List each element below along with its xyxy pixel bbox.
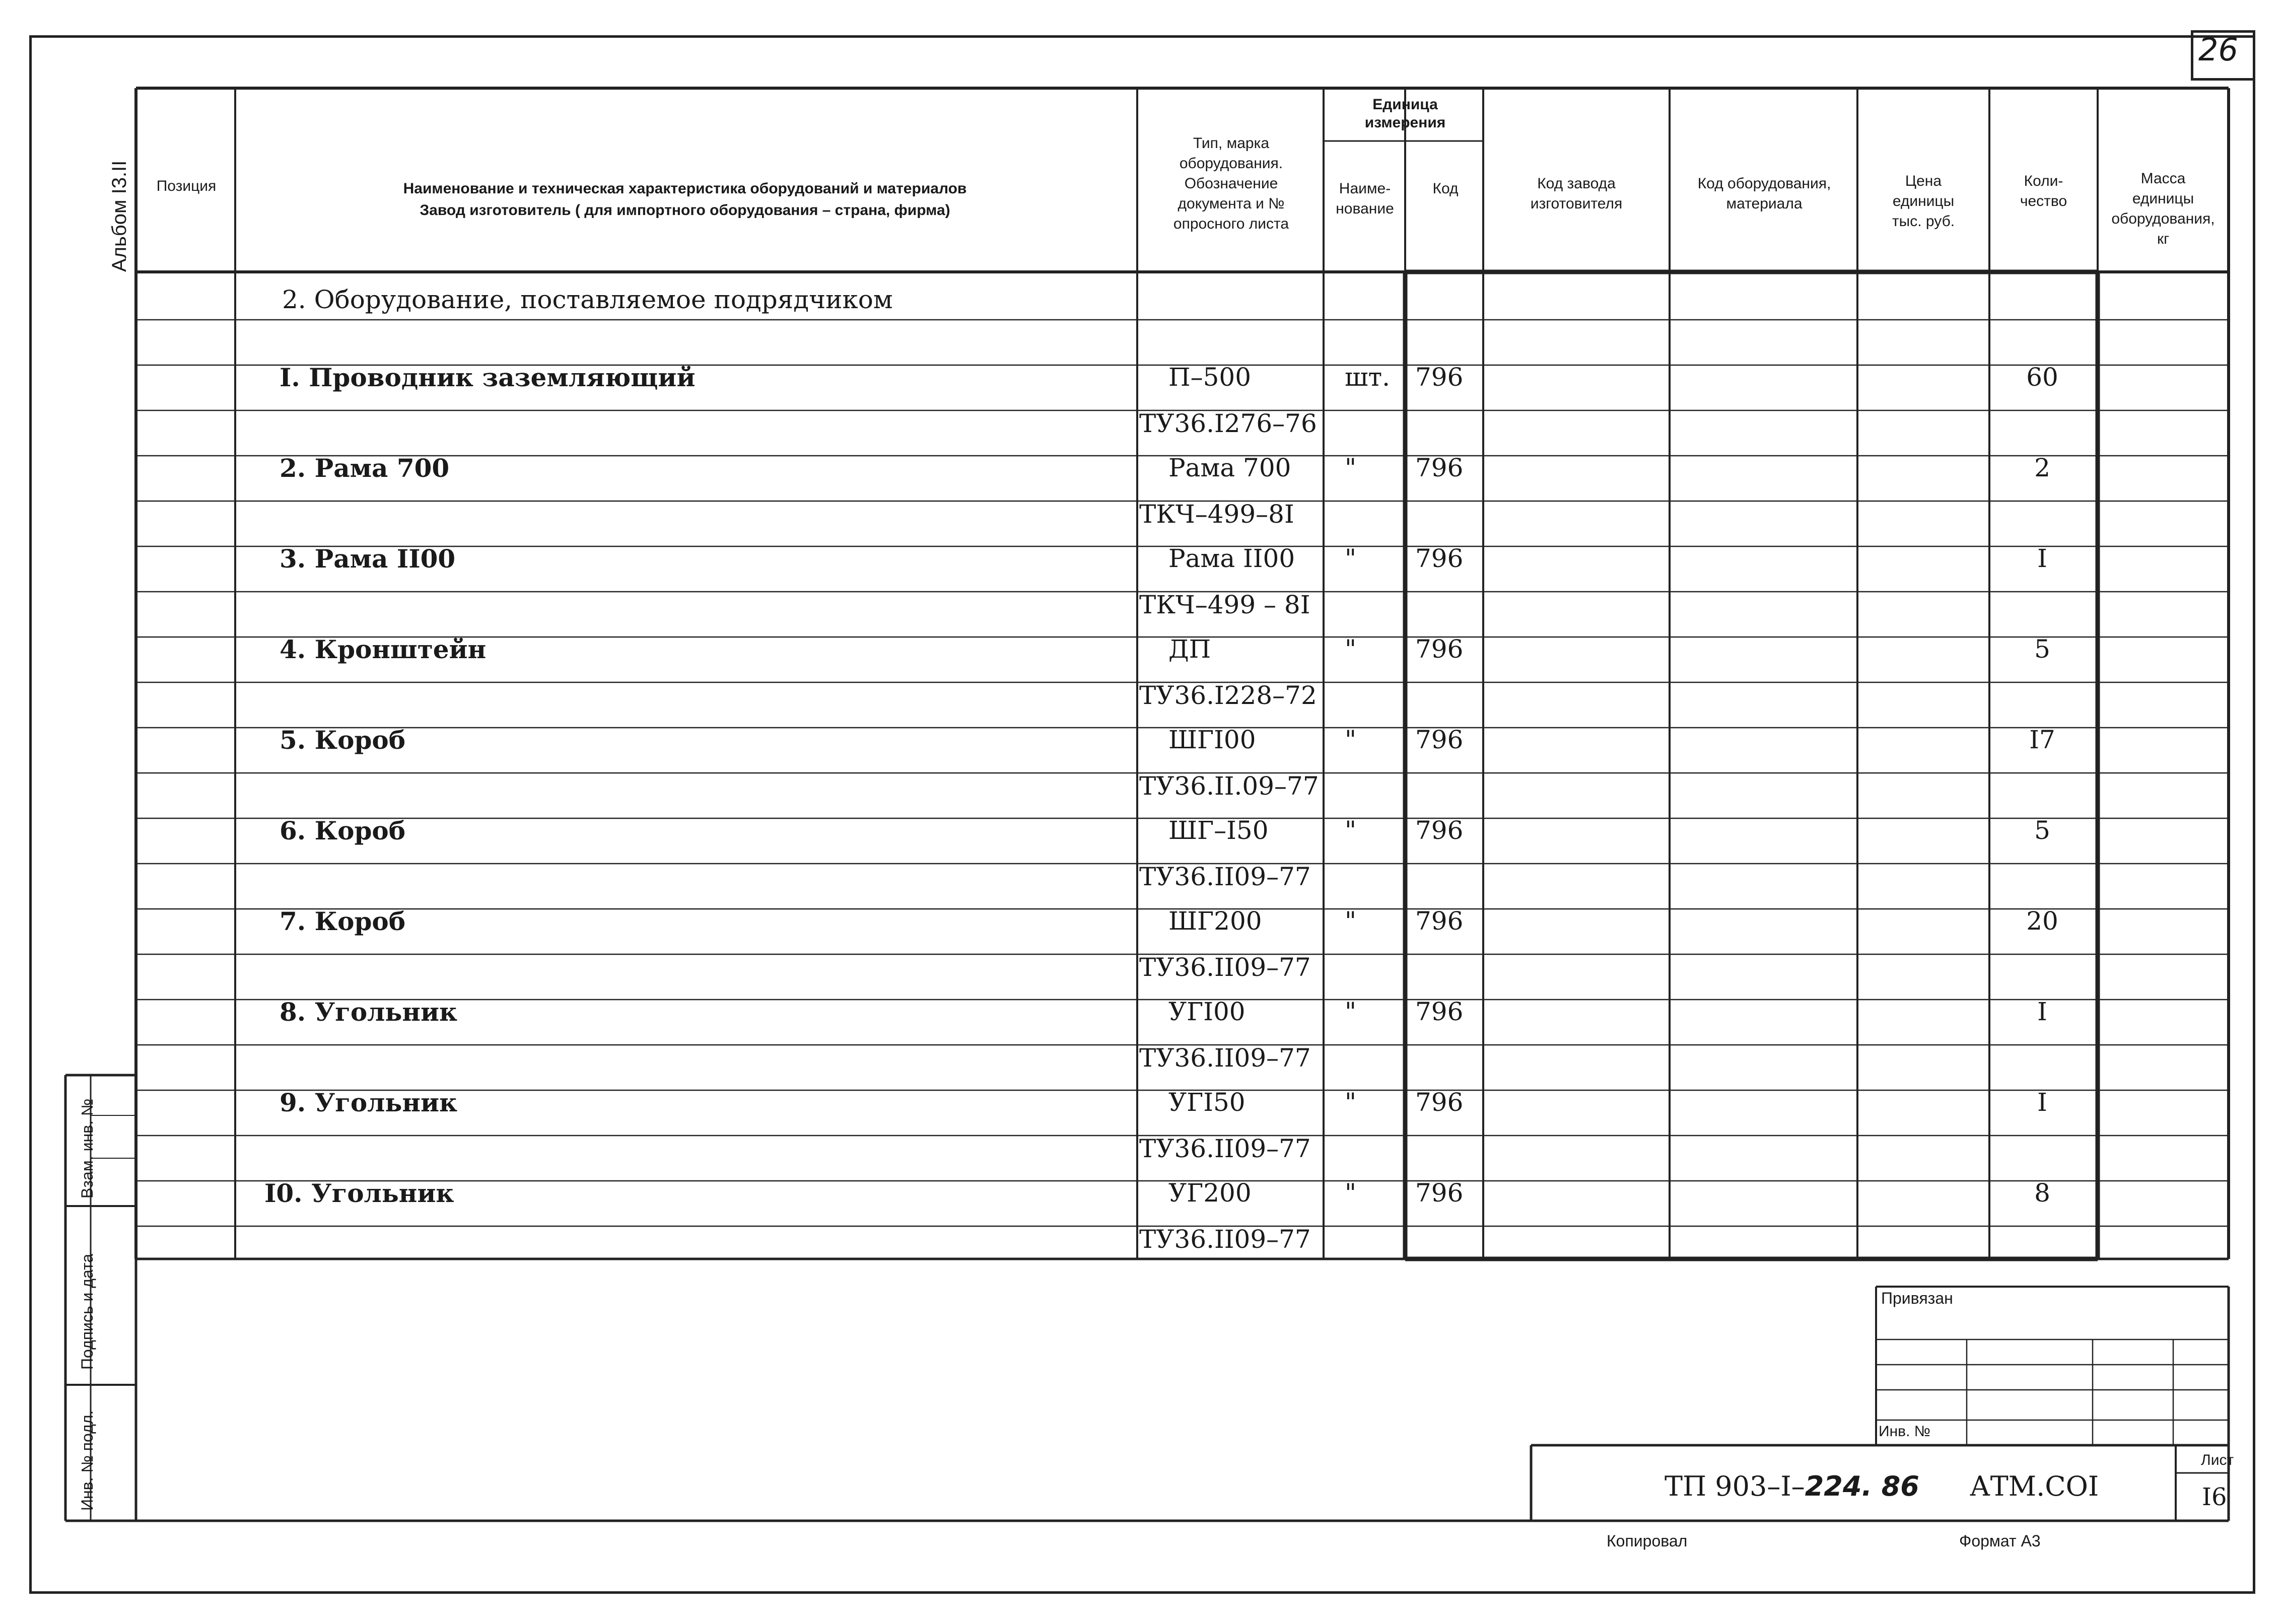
album-label: Альбом I3.II bbox=[108, 160, 130, 272]
row-unit: " bbox=[1345, 906, 1356, 936]
row-name: 5. Короб bbox=[280, 725, 406, 755]
row-qty: 8 bbox=[2034, 1178, 2050, 1208]
header-unit-group: Единица измерения bbox=[1364, 96, 1446, 131]
header-type: Тип, марка оборудования. Обозначение документа и № опросного листа bbox=[1173, 135, 1289, 232]
row-code: 796 bbox=[1415, 1088, 1464, 1117]
row-type: ШГ200 bbox=[1168, 906, 1262, 936]
row-unit: шт. bbox=[1345, 363, 1391, 392]
header-unit-name: Наиме- нование bbox=[1336, 180, 1394, 217]
doc-code-suffix: АТМ.СОI bbox=[1969, 1470, 2099, 1502]
row-name: 4. Кронштейн bbox=[280, 634, 487, 664]
side-stamp-vzam: Взам. инв. № bbox=[78, 1098, 96, 1198]
header-mass: Масса единицы оборудования, кг bbox=[2111, 170, 2215, 247]
stamp-list-label: Лист bbox=[2201, 1452, 2234, 1468]
row-type-doc: ТУ36.II09–77 bbox=[1139, 1134, 1311, 1163]
row-code: 796 bbox=[1415, 453, 1464, 482]
header-name-line2: Завод изготовитель ( для импортного оборудования – страна, фирма) bbox=[420, 202, 950, 219]
row-type-doc: ТУ36.II09–77 bbox=[1139, 953, 1311, 982]
row-code: 796 bbox=[1415, 725, 1464, 754]
row-code: 796 bbox=[1415, 634, 1464, 664]
row-qty: 60 bbox=[2026, 363, 2058, 392]
row-type-doc: ТУ36.II.09–77 bbox=[1139, 771, 1319, 801]
stamp-inv-no: Инв. № bbox=[1879, 1423, 1930, 1440]
row-type: УГI50 bbox=[1168, 1088, 1245, 1117]
row-type: П–500 bbox=[1168, 363, 1252, 392]
row-name: 7. Короб bbox=[280, 906, 406, 936]
row-qty: 20 bbox=[2026, 906, 2058, 936]
side-stamp-inv: Инв. № подл. bbox=[78, 1410, 96, 1511]
row-type: УГI00 bbox=[1168, 997, 1245, 1026]
header-name-line1: Наименование и техническая характеристика оборудований и материалов bbox=[403, 180, 967, 197]
header-price: Цена единицы тыс. руб. bbox=[1892, 173, 1955, 230]
row-name: 9. Угольник bbox=[280, 1088, 458, 1117]
row-unit: " bbox=[1345, 725, 1356, 754]
row-type-doc: ТУ36.II09–77 bbox=[1139, 862, 1311, 891]
row-type-doc: ТУ36.II09–77 bbox=[1139, 1043, 1311, 1073]
sheet-number-top: 26 bbox=[2198, 31, 2238, 68]
row-name: 6. Короб bbox=[280, 816, 406, 845]
stamp-privyazan: Привязан bbox=[1881, 1289, 1953, 1307]
row-unit: " bbox=[1345, 997, 1356, 1026]
row-type: ДП bbox=[1168, 634, 1211, 664]
doc-code-handwritten: 224. 86 bbox=[1805, 1470, 1919, 1502]
row-qty: 5 bbox=[2034, 816, 2050, 845]
row-type: ШГ–I50 bbox=[1168, 816, 1269, 845]
row-code: 796 bbox=[1415, 906, 1464, 936]
stamp-kopiroval: Копировал bbox=[1607, 1532, 1688, 1550]
row-qty: I bbox=[2037, 544, 2047, 573]
row-name: 8. Угольник bbox=[280, 997, 458, 1027]
header-unit-code: Код bbox=[1432, 180, 1459, 197]
row-qty: I bbox=[2037, 997, 2047, 1026]
row-type-doc: ТУ36.II09–77 bbox=[1139, 1225, 1311, 1254]
row-type-doc: ТКЧ–499–8I bbox=[1139, 500, 1294, 529]
row-type-doc: ТУ36.I276–76 bbox=[1139, 409, 1317, 438]
header-quantity: Коли- чество bbox=[2020, 173, 2067, 209]
header-factory-code: Код завода изготовителя bbox=[1530, 175, 1623, 212]
row-name: 2. Рама 700 bbox=[280, 453, 450, 483]
stamp-list-value: I6 bbox=[2202, 1483, 2227, 1511]
row-qty: 5 bbox=[2034, 634, 2050, 664]
row-qty: 2 bbox=[2034, 453, 2050, 482]
row-type: Рама II00 bbox=[1168, 544, 1295, 573]
row-qty: I bbox=[2037, 1088, 2047, 1117]
row-type-doc: ТКЧ–499 – 8I bbox=[1139, 590, 1310, 619]
row-name: 3. Рама II00 bbox=[280, 544, 456, 574]
section-title: 2. Оборудование, поставляемое подрядчиком bbox=[282, 285, 893, 314]
stamp-doc-code bbox=[1665, 1470, 2099, 1502]
row-code: 796 bbox=[1415, 997, 1464, 1026]
header-equipment-code: Код оборудования, материала bbox=[1697, 175, 1831, 212]
side-stamp-podpis: Подпись и дата bbox=[78, 1253, 96, 1370]
row-type: Рама 700 bbox=[1168, 453, 1291, 482]
row-code: 796 bbox=[1415, 544, 1464, 573]
row-code: 796 bbox=[1415, 1178, 1464, 1208]
row-type: УГ200 bbox=[1168, 1178, 1252, 1208]
row-unit: " bbox=[1345, 544, 1356, 573]
row-unit: " bbox=[1345, 634, 1356, 664]
row-name: I. Проводник заземляющий bbox=[280, 363, 696, 392]
row-unit: " bbox=[1345, 453, 1356, 482]
row-unit: " bbox=[1345, 816, 1356, 845]
row-name: I0. Угольник bbox=[264, 1178, 454, 1208]
row-type: ШГI00 bbox=[1168, 725, 1256, 754]
row-unit: " bbox=[1345, 1178, 1356, 1208]
header-position: Позиция bbox=[156, 178, 217, 194]
row-code: 796 bbox=[1415, 363, 1464, 392]
row-code: 796 bbox=[1415, 816, 1464, 845]
row-type-doc: ТУ36.I228–72 bbox=[1139, 681, 1317, 710]
row-qty: I7 bbox=[2029, 725, 2055, 754]
row-unit: " bbox=[1345, 1088, 1356, 1117]
stamp-format: Формат А3 bbox=[1959, 1532, 2041, 1550]
doc-code-prefix: ТП 903–I– bbox=[1665, 1470, 1805, 1502]
